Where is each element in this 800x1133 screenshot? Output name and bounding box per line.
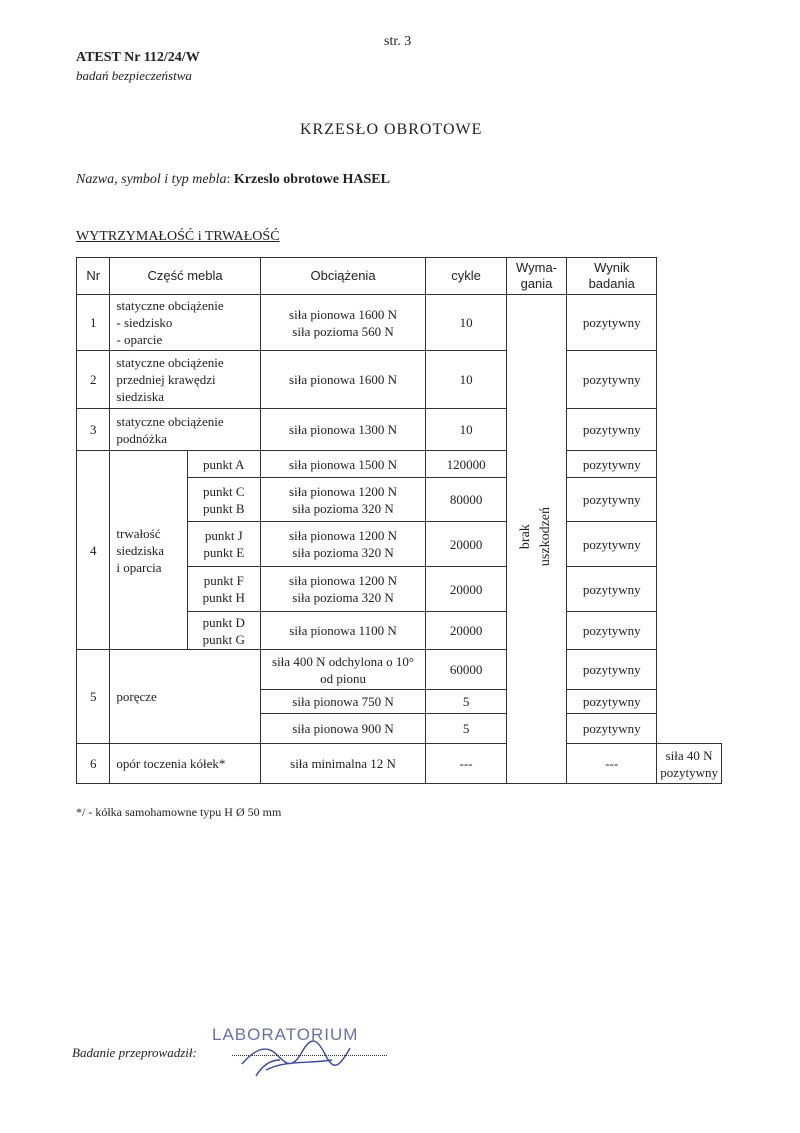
row-part: statyczne obciążenie - siedzisko - oparcie <box>110 295 260 351</box>
row-cycles: 5 <box>426 690 506 714</box>
row-load: siła pionowa 1200 N siła pozioma 320 N <box>260 478 426 522</box>
laboratory-stamp: LABORATORIUM <box>212 1025 359 1044</box>
row-result: pozytywny <box>567 451 657 478</box>
row-cycles: 10 <box>426 351 506 409</box>
row-result: pozytywny <box>567 650 657 690</box>
handwritten-signature <box>236 1030 356 1080</box>
row-part: statyczne obciążenie przedniej krawędzi siedziska <box>110 351 260 409</box>
test-point: punkt A <box>187 451 260 478</box>
certificate-subtitle: badań bezpieczeństwa <box>76 68 192 83</box>
row-load: siła pionowa 1200 N siła pozioma 320 N <box>260 522 426 567</box>
signed-by-label: Badanie przeprowadził: <box>72 1045 197 1060</box>
row-part: opór toczenia kółek* <box>110 744 260 784</box>
test-point: punkt D punkt G <box>187 612 260 650</box>
furniture-name-line: Nazwa, symbol i typ mebla: Krzeslo obrotowe HASEL <box>76 172 390 187</box>
row-cycles: --- <box>426 744 506 784</box>
table-row <box>77 295 722 351</box>
footnote: */ - kółka samohamowne typu H Ø 50 mm <box>76 805 282 819</box>
test-results-table <box>76 257 722 784</box>
header-nr: Nr <box>77 258 110 295</box>
test-point: punkt C punkt B <box>187 478 260 522</box>
table-row <box>77 744 722 784</box>
row-cycles: 120000 <box>426 451 506 478</box>
row-part: poręcze <box>110 650 260 744</box>
certificate-number: ATEST Nr 112/24/W <box>76 50 200 65</box>
row-nr: 6 <box>77 744 110 784</box>
furniture-name-value: Krzeslo obrotowe HASEL <box>233 172 390 187</box>
row-load: siła pionowa 750 N <box>260 690 426 714</box>
test-point: punkt J punkt E <box>187 522 260 567</box>
row-result: pozytywny <box>567 612 657 650</box>
row-part: trwałość siedziska i oparcia <box>110 451 187 650</box>
table-row <box>77 351 722 409</box>
furniture-name-label: Nazwa, symbol i typ mebla <box>76 172 227 187</box>
row-load: siła pionowa 1600 N siła pozioma 560 N <box>260 295 426 351</box>
row-result: pozytywny <box>567 714 657 744</box>
row-load: siła pionowa 1500 N <box>260 451 426 478</box>
header-requirements: Wyma- gania <box>506 258 567 295</box>
table-row <box>77 451 722 478</box>
row-result: pozytywny <box>567 567 657 612</box>
row-load: siła pionowa 900 N <box>260 714 426 744</box>
row-result: pozytywny <box>567 478 657 522</box>
row-load: siła pionowa 1200 N siła pozioma 320 N <box>260 567 426 612</box>
table-row <box>77 650 722 690</box>
row-cycles: 5 <box>426 714 506 744</box>
row-result: pozytywny <box>567 690 657 714</box>
section-title: WYTRZYMAŁOŚĆ i TRWAŁOŚĆ <box>76 229 280 244</box>
header-load: Obciążenia <box>260 258 426 295</box>
row-cycles: 80000 <box>426 478 506 522</box>
row-cycles: 10 <box>426 295 506 351</box>
header-result: Wynik badania <box>567 258 657 295</box>
row-nr: 2 <box>77 351 110 409</box>
row-load: siła 400 N odchylona o 10° od pionu <box>260 650 426 690</box>
row-nr: 4 <box>77 451 110 650</box>
row-load: siła pionowa 1600 N <box>260 351 426 409</box>
header-cycles: cykle <box>426 258 506 295</box>
requirements-merged-cell <box>506 295 567 784</box>
row-cycles: 20000 <box>426 612 506 650</box>
row-requirements: --- <box>567 744 657 784</box>
document-title: KRZESŁO OBROTOWE <box>300 121 483 138</box>
row-part: statyczne obciążenie podnóżka <box>110 409 260 451</box>
page-number: str. 3 <box>384 34 412 49</box>
row-result: siła 40 N pozytywny <box>657 744 722 784</box>
row-load: siła minimalna 12 N <box>260 744 426 784</box>
row-nr: 1 <box>77 295 110 351</box>
table-row <box>77 409 722 451</box>
row-result: pozytywny <box>567 295 657 351</box>
row-nr: 3 <box>77 409 110 451</box>
row-result: pozytywny <box>567 522 657 567</box>
row-load: siła pionowa 1100 N <box>260 612 426 650</box>
row-load: siła pionowa 1300 N <box>260 409 426 451</box>
row-nr: 5 <box>77 650 110 744</box>
header-part: Część mebla <box>110 258 260 295</box>
requirements-text: brak uszkodzeń <box>518 507 554 567</box>
row-cycles: 60000 <box>426 650 506 690</box>
row-result: pozytywny <box>567 351 657 409</box>
row-cycles: 20000 <box>426 522 506 567</box>
test-point: punkt F punkt H <box>187 567 260 612</box>
row-cycles: 20000 <box>426 567 506 612</box>
row-result: pozytywny <box>567 409 657 451</box>
row-cycles: 10 <box>426 409 506 451</box>
table-header-row <box>77 258 722 295</box>
